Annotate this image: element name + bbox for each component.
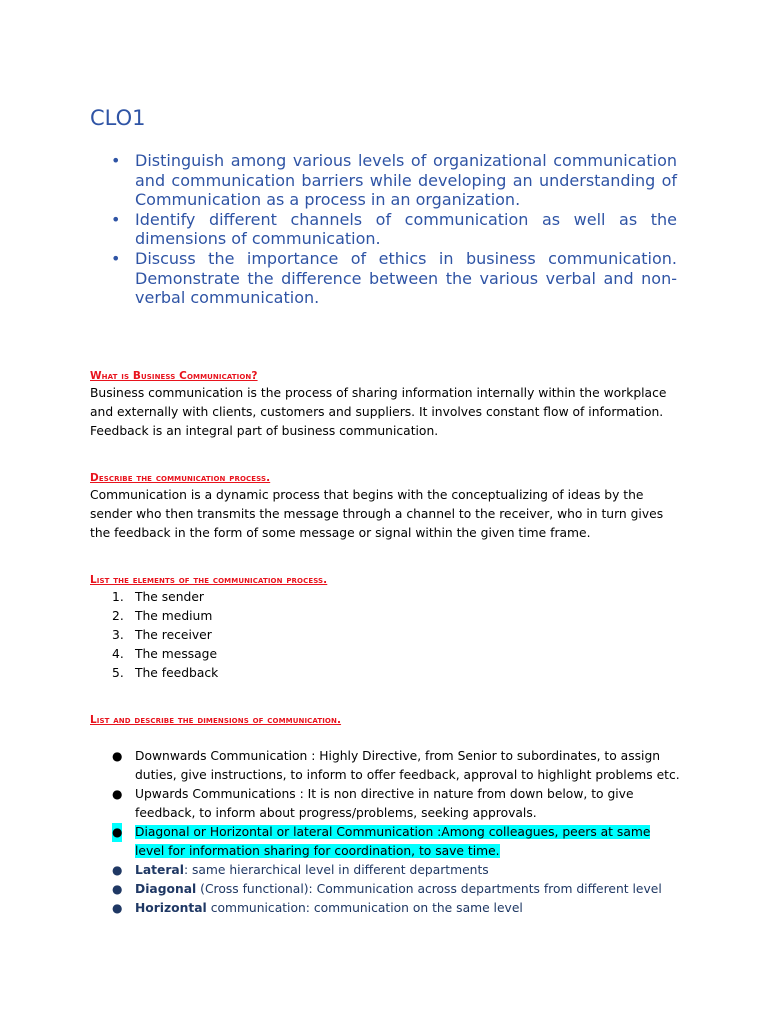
- list-item: [90, 880, 680, 899]
- bullet-icon: ●: [112, 749, 123, 763]
- term-lateral: Lateral: [135, 863, 184, 877]
- section-body: Business communication is the process of sharing information internally within the workplace and externally with clients, customers and suppliers. It involves constant flow of information. Feedback is an integral part of business communication.: [90, 386, 667, 438]
- section-heading: List the elements of the communication process.: [90, 574, 328, 586]
- section-heading: What is Business Communication?: [90, 370, 258, 382]
- term-description: communication: communication on the same level: [206, 901, 523, 915]
- clo-item: • Distinguish among various levels of organizational communication and communication barriers while developing an understanding of Communication as a process in an organization.: [90, 151, 677, 210]
- bullet-icon: ●: [112, 787, 123, 801]
- clo-item: • Identify different channels of communication as well as the dimensions of communication.: [90, 210, 677, 249]
- section-heading: List and describe the dimensions of communication.: [90, 714, 342, 726]
- list-text: Diagonal or Horizontal or lateral Communication :Among colleagues, peers at same level for information sharing for coordination, to save time.: [135, 825, 651, 858]
- bullet-icon: ●: [112, 882, 123, 896]
- list-item: [90, 785, 680, 823]
- section-elements: [90, 572, 680, 683]
- list-number: 2.: [112, 609, 124, 623]
- section-heading: Describe the communication process.: [90, 472, 271, 484]
- section-dimensions: [90, 712, 680, 918]
- list-item: [90, 664, 680, 683]
- elements-list: [90, 588, 680, 683]
- bullet-icon: ●: [112, 901, 123, 915]
- term-diagonal: Diagonal: [135, 882, 197, 896]
- clo-title: CLO1: [90, 106, 146, 130]
- list-text: The message: [135, 647, 218, 661]
- term-description: : same hierarchical level in different departments: [183, 863, 489, 877]
- list-text: The feedback: [135, 666, 219, 680]
- list-number: 4.: [112, 647, 124, 661]
- section-business-communication: [90, 368, 680, 441]
- list-item: [90, 747, 680, 785]
- bullet-icon: ●: [112, 863, 123, 877]
- list-text: The sender: [135, 590, 204, 604]
- list-text: Upwards Communications : It is non directive in nature from down below, to give feedback, to inform about progress/problems, seeking approvals.: [135, 787, 634, 820]
- bullet-icon: ●: [112, 823, 122, 842]
- clo-list: [90, 151, 677, 308]
- list-text: The receiver: [135, 628, 212, 642]
- dimensions-list: [90, 747, 680, 918]
- term-description: (Cross functional): Communication across departments from different level: [196, 882, 662, 896]
- clo-item: • Discuss the importance of ethics in business communication. Demonstrate the difference between the various verbal and non-verbal communication.: [90, 249, 677, 308]
- list-item: [90, 607, 680, 626]
- term-horizontal: Horizontal: [135, 901, 207, 915]
- list-text: Downwards Communication : Highly Directive, from Senior to subordinates, to assign duties, give instructions, to inform to offer feedback, approval to highlight problems etc.: [135, 749, 680, 782]
- list-number: 1.: [112, 590, 124, 604]
- list-text: The medium: [135, 609, 213, 623]
- list-item: [90, 626, 680, 645]
- list-item: [90, 588, 680, 607]
- list-item: [90, 861, 680, 880]
- list-number: 5.: [112, 666, 124, 680]
- list-number: 3.: [112, 628, 124, 642]
- section-body: Communication is a dynamic process that begins with the conceptualizing of ideas by the sender who then transmits the message through a channel to the receiver, who in turn gives the feedback in the form of some message or signal within the given time frame.: [90, 488, 664, 540]
- list-item: [90, 645, 680, 664]
- list-item-highlighted: [90, 823, 680, 861]
- section-communication-process: [90, 470, 680, 543]
- list-item: [90, 899, 680, 918]
